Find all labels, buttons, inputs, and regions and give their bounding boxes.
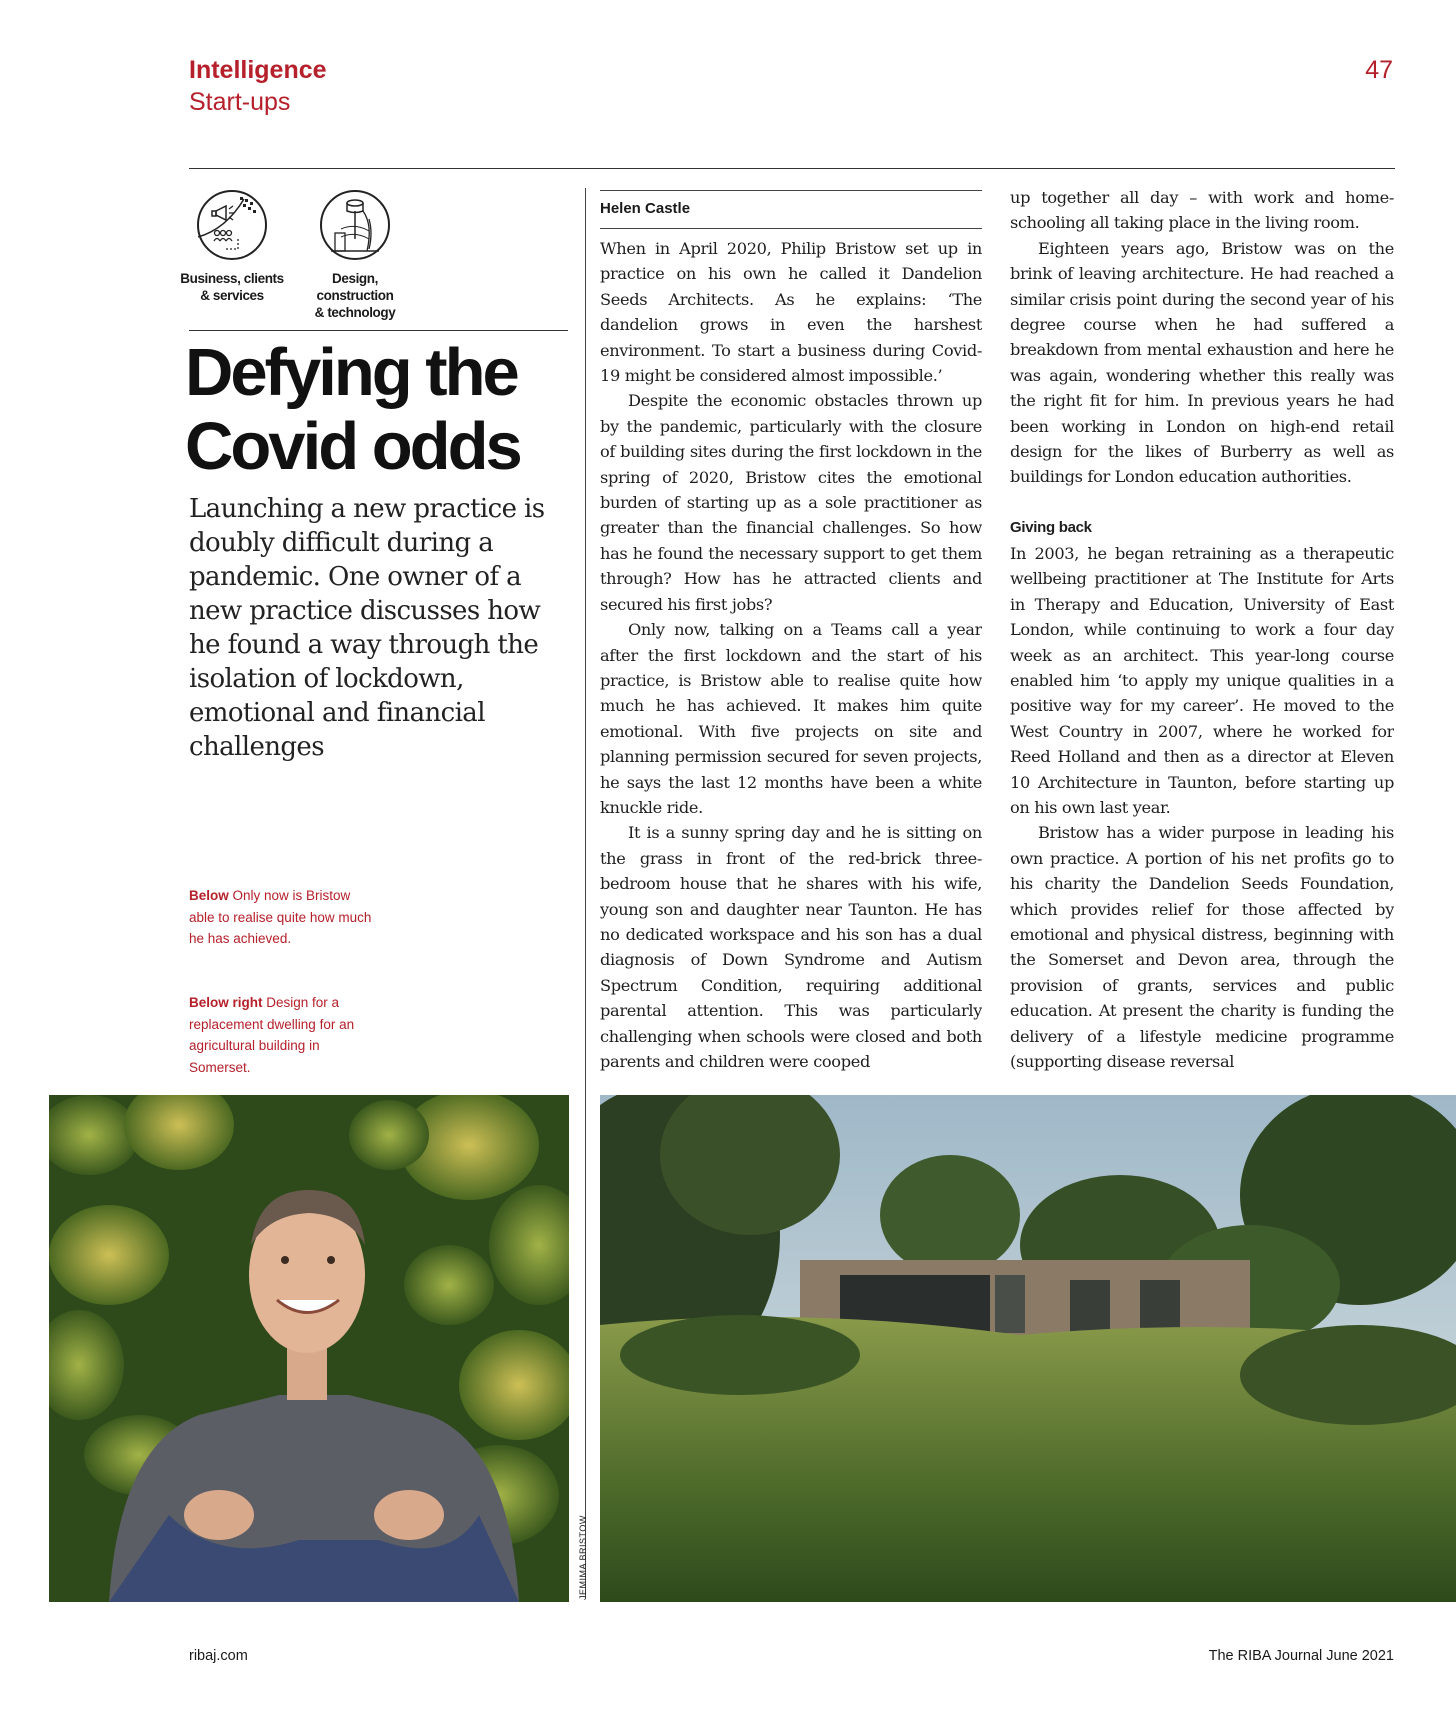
headline-line-1: Defying the	[185, 335, 517, 410]
top-rule	[189, 168, 1395, 169]
category-label-line1: Design, construction	[316, 271, 394, 303]
byline: Helen Castle	[600, 200, 691, 217]
body-paragraph: It is a sunny spring day and he is sitting on the grass in front of the red-brick three-bedroom house that he shares with his wife, young son and daughter near Taunton. He has no dedicated workspace and his son has a dual diagnosis of Down Syndrome and Autism Spectrum Condition, requiring additional parental attention. This was particularly challenging when schools were closed and both parents and children were cooped	[600, 823, 982, 1071]
caption-below	[189, 885, 374, 950]
caption-text: Only now is Bristow able to realise quite how much he has achieved.	[189, 888, 372, 946]
byline-rule-bottom	[600, 228, 982, 229]
body-paragraph: Only now, talking on a Teams call a year after the first lockdown and the start of his practice, is Bristow able to realise quite how much he has achieved. It makes him quite emotional. With five projects on site and planning permission secured for seven projects, he says the last 12 months have been a white knuckle ride.	[600, 620, 982, 817]
body-paragraph: Despite the economic obstacles thrown up by the pandemic, particularly with the closure of building sites during the first lockdown in the spring of 2020, Bristow cites the emotional burden of starting up as a sole practitioner as greater than the financial challenges. So how has he found the necessary support to get them through? How has he attracted clients and secured his first jobs?	[600, 391, 982, 614]
subsection-label: Start-ups	[189, 88, 291, 116]
caption-lead: Below	[189, 888, 229, 903]
headline-line-2: Covid odds	[185, 409, 520, 484]
standfirst: Launching a new practice is doubly difficult during a pandemic. One owner of a new practice discusses how he found a way through the isolation of lockdown, emotional and financial challenges	[189, 494, 545, 762]
byline-rule-top	[600, 190, 982, 191]
portrait-photo	[49, 1095, 569, 1602]
business-clients-icon	[196, 189, 268, 261]
design-construction-icon	[319, 189, 391, 261]
body-paragraph: In 2003, he began retraining as a therapeutic wellbeing practitioner at The Institute for Arts in Therapy and Education, University of East London, while continuing to work a four day week as an architect. This year-long course enabled him ‘to apply my unique qualities in a positive way for my career’. He moved to the West Country in 2007, where he worked for Reed Holland and then as a director at Eleven 10 Architecture in Taunton, before starting up on his own last year.	[1010, 543, 1394, 817]
body-paragraph: Bristow has a wider purpose in leading his own practice. A portion of his net profits go to his charity the Dandelion Seeds Foundation, which provides relief for those affected by emotional and physical distress, beginning with the Somerset and Devon area, through the provision of grants, services and public education. At present the charity is funding the delivery of a lifestyle medicine programme (supporting disease reversal	[1010, 823, 1394, 1071]
photo-credit: JEMIMA BRISTOW	[578, 1515, 588, 1600]
category-label-line2: & services	[200, 288, 264, 303]
caption-text: Design for a replacement dwelling for an agricultural building in Somerset.	[189, 995, 355, 1075]
column-divider	[585, 188, 586, 1598]
category-label-line1: Business, clients	[180, 271, 284, 286]
body-paragraph: When in April 2020, Philip Bristow set up in practice on his own he called it Dandelion Seeds Architects. As he explains: ‘The dandelion grows in even the harshest environment. To start a business during Covid-19 might be considered almost impossible.’	[600, 239, 982, 386]
category-design	[295, 189, 415, 321]
category-business	[177, 189, 287, 304]
house-render-image	[600, 1095, 1456, 1602]
caption-below-right	[189, 992, 374, 1078]
headline-rule	[189, 330, 568, 331]
section-label: Intelligence	[189, 56, 327, 84]
body-column-2	[1010, 185, 1394, 1080]
footer-publication: The RIBA Journal June 2021	[1208, 1648, 1394, 1664]
category-label-line2: & technology	[314, 305, 396, 320]
footer-website: ribaj.com	[189, 1648, 248, 1664]
body-column-1	[600, 236, 982, 1080]
portrait-photo-image	[49, 1095, 569, 1602]
subhead: Giving back	[1010, 518, 1092, 536]
page-number: 47	[1365, 56, 1393, 84]
body-paragraph: up together all day – with work and home-schooling all taking place in the living room.	[1010, 188, 1394, 233]
headline	[185, 336, 585, 484]
caption-lead: Below right	[189, 995, 263, 1010]
house-render-photo	[600, 1095, 1456, 1602]
body-paragraph: Eighteen years ago, Bristow was on the brink of leaving architecture. He had reached a similar crisis point during the second year of his degree course when he had suffered a breakdown from mental exhaustion and here he was again, wondering whether this really was the right fit for him. In previous years he had been working in London on high-end retail design for the likes of Burberry as well as buildings for London education authorities.	[1010, 238, 1394, 487]
